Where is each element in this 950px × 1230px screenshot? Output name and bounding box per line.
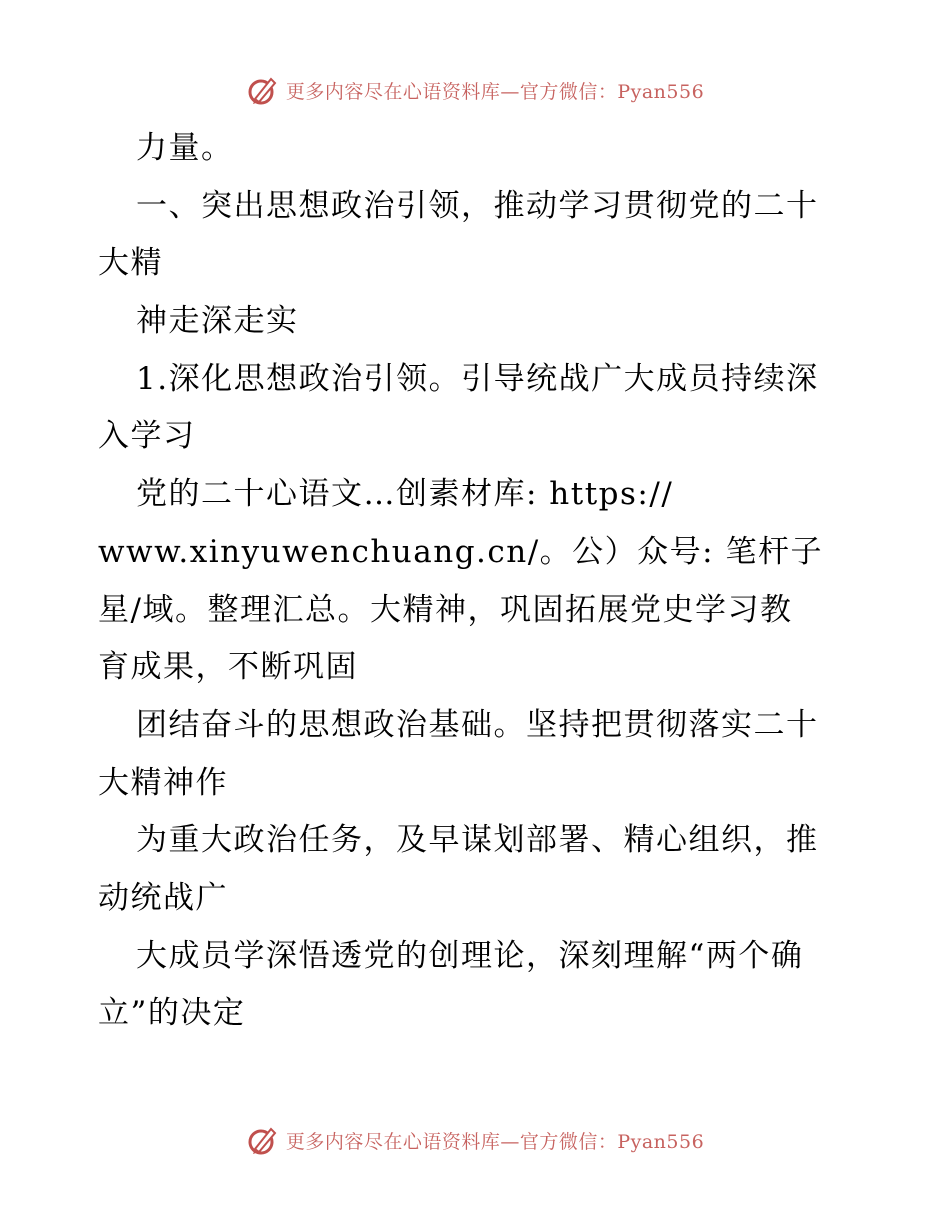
document-body <box>98 120 868 1043</box>
body-line: 大成员学深悟透党的创理论，深刻理解“两个确 <box>136 937 804 974</box>
body-line: 党的二十心语文…创素材库: https:// <box>136 476 674 513</box>
body-line: 大精 <box>98 245 163 282</box>
body-line: www.xinyuwenchuang.cn/。公）众号: 笔杆子 <box>98 533 823 570</box>
body-line: 为重大政治任务，及早谋划部署、精心组织，推 <box>136 822 819 859</box>
pen-nib-logo-icon <box>246 73 280 107</box>
body-line: 星/域。整理汇总。大精神，巩固拓展党史学习教 <box>98 591 793 628</box>
body-line: 力量。 <box>136 130 234 166</box>
footer-watermark-text: 更多内容尽在心语资料库—官方微信：Pyan556 <box>285 1130 705 1153</box>
footer-watermark <box>0 1120 950 1160</box>
body-line: 育成果，不断巩固 <box>98 649 358 686</box>
body-line: 入学习 <box>98 418 196 455</box>
body-line: 立”的决定 <box>98 995 246 1032</box>
body-line: 神走深走实 <box>136 303 299 340</box>
body-line: 大精神作 <box>98 764 228 801</box>
body-line: 团结奋斗的思想政治基础。坚持把贯彻落实二十 <box>136 706 819 743</box>
header-watermark-text: 更多内容尽在心语资料库—官方微信：Pyan556 <box>285 80 705 103</box>
body-line: 一、突出思想政治引领，推动学习贯彻党的二十 <box>136 187 819 224</box>
pen-nib-logo-icon <box>246 1123 280 1157</box>
body-line: 动统战广 <box>98 879 228 916</box>
header-watermark <box>0 70 950 110</box>
body-line: 1.深化思想政治引领。引导统战广大成员持续深 <box>136 360 819 397</box>
